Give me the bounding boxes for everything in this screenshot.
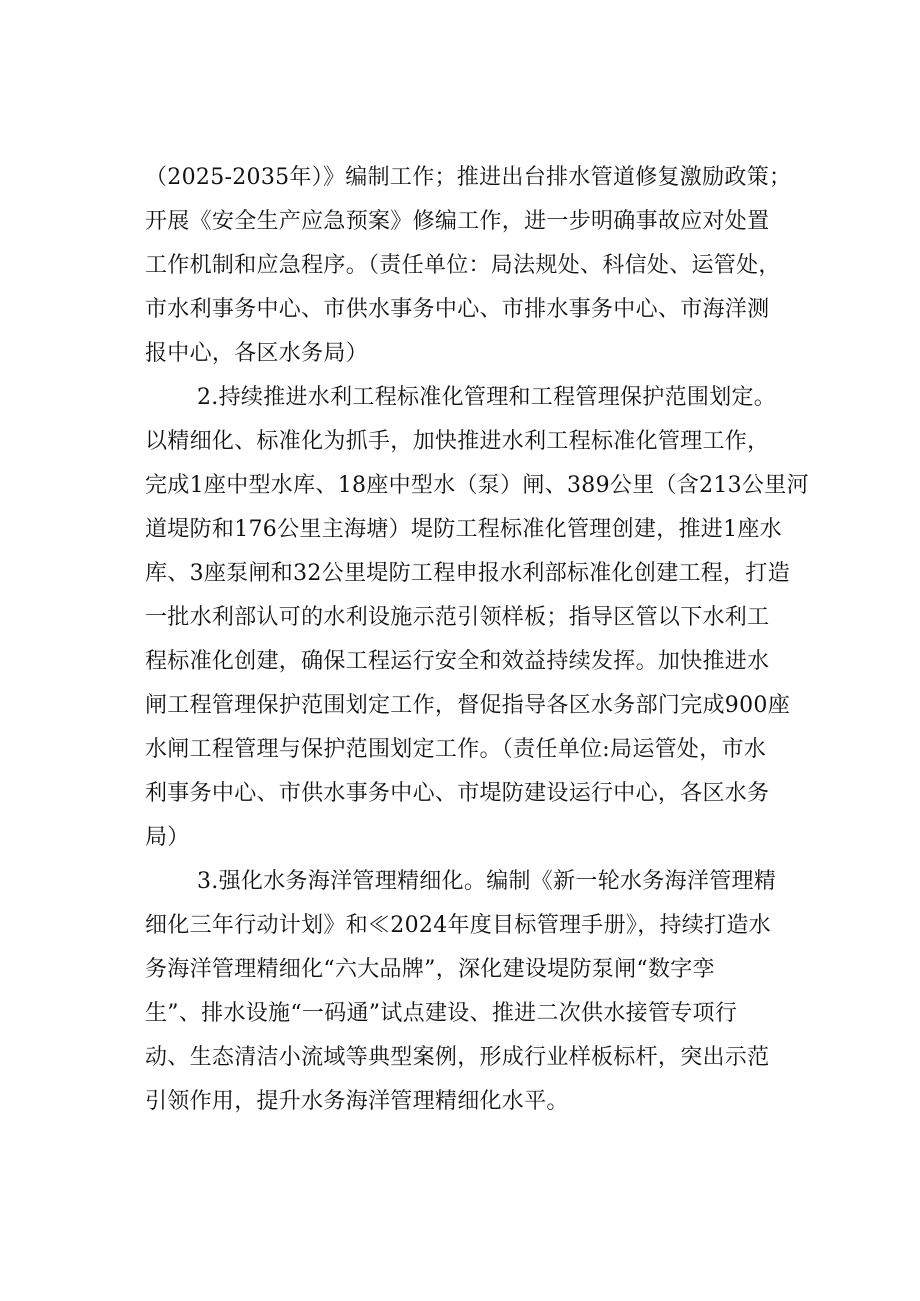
text-line: 道堤防和176公里主海塘）堤防工程标准化管理创建，推进1座水 (145, 517, 782, 542)
text-line: 报中心，各区水务局） (145, 341, 369, 366)
text-line: 完成1座中型水库、18座中型水（泵）闸、389公里（含213公里河 (145, 473, 809, 498)
text-line: （2025-2035年）》编制工作；推进出台排水管道修复激励政策； (145, 165, 792, 190)
section-3-heading-line: 3.强化水务海洋管理精细化。编制《新一轮水务海洋管理精 (197, 869, 777, 894)
text-line: 局） (145, 825, 190, 850)
text-line: 开展《安全生产应急预案》修编工作，进一步明确事故应对处置 (145, 209, 770, 234)
text-line: 闸工程管理保护范围划定工作，督促指导各区水务部门完成900座 (145, 693, 790, 718)
text-line: 库、3座泵闸和32公里堤防工程申报水利部标准化创建工程，打造 (145, 561, 790, 586)
document-body (145, 156, 810, 1124)
text-line: 动、生态清洁小流域等典型案例，形成行业样板标杆，突出示范 (145, 1045, 770, 1070)
text-line: 程标准化创建，确保工程运行安全和效益持续发挥。加快推进水 (145, 649, 770, 674)
text-line: 工作机制和应急程序。（责任单位：局法规处、科信处、运管处， (145, 253, 781, 278)
text-line: 水闸工程管理与保护范围划定工作。（责任单位:局运管处，市水 (145, 737, 767, 762)
text-line: 以精细化、标准化为抓手，加快推进水利工程标准化管理工作， (145, 429, 770, 454)
text-line: 引领作用，提升水务海洋管理精细化水平。 (145, 1089, 569, 1114)
section-2-heading-line: 2.持续推进水利工程标准化管理和工程管理保护范围划定。 (197, 385, 777, 410)
text-line: 一批水利部认可的水利设施示范引领样板；指导区管以下水利工 (145, 605, 770, 630)
text-line: 务海洋管理精细化“六大品牌”，深化建设堤防泵闸“数字孪 (145, 957, 715, 982)
text-line: 生”、排水设施“一码通”试点建设、推进二次供水接管专项行 (145, 1001, 738, 1026)
text-line: 细化三年行动计划》和≪2024年度目标管理手册》，持续打造水 (145, 913, 771, 938)
text-line: 市水利事务中心、市供水事务中心、市排水事务中心、市海洋测 (145, 297, 770, 322)
text-line: 利事务中心、市供水事务中心、市堤防建设运行中心，各区水务 (145, 781, 770, 806)
